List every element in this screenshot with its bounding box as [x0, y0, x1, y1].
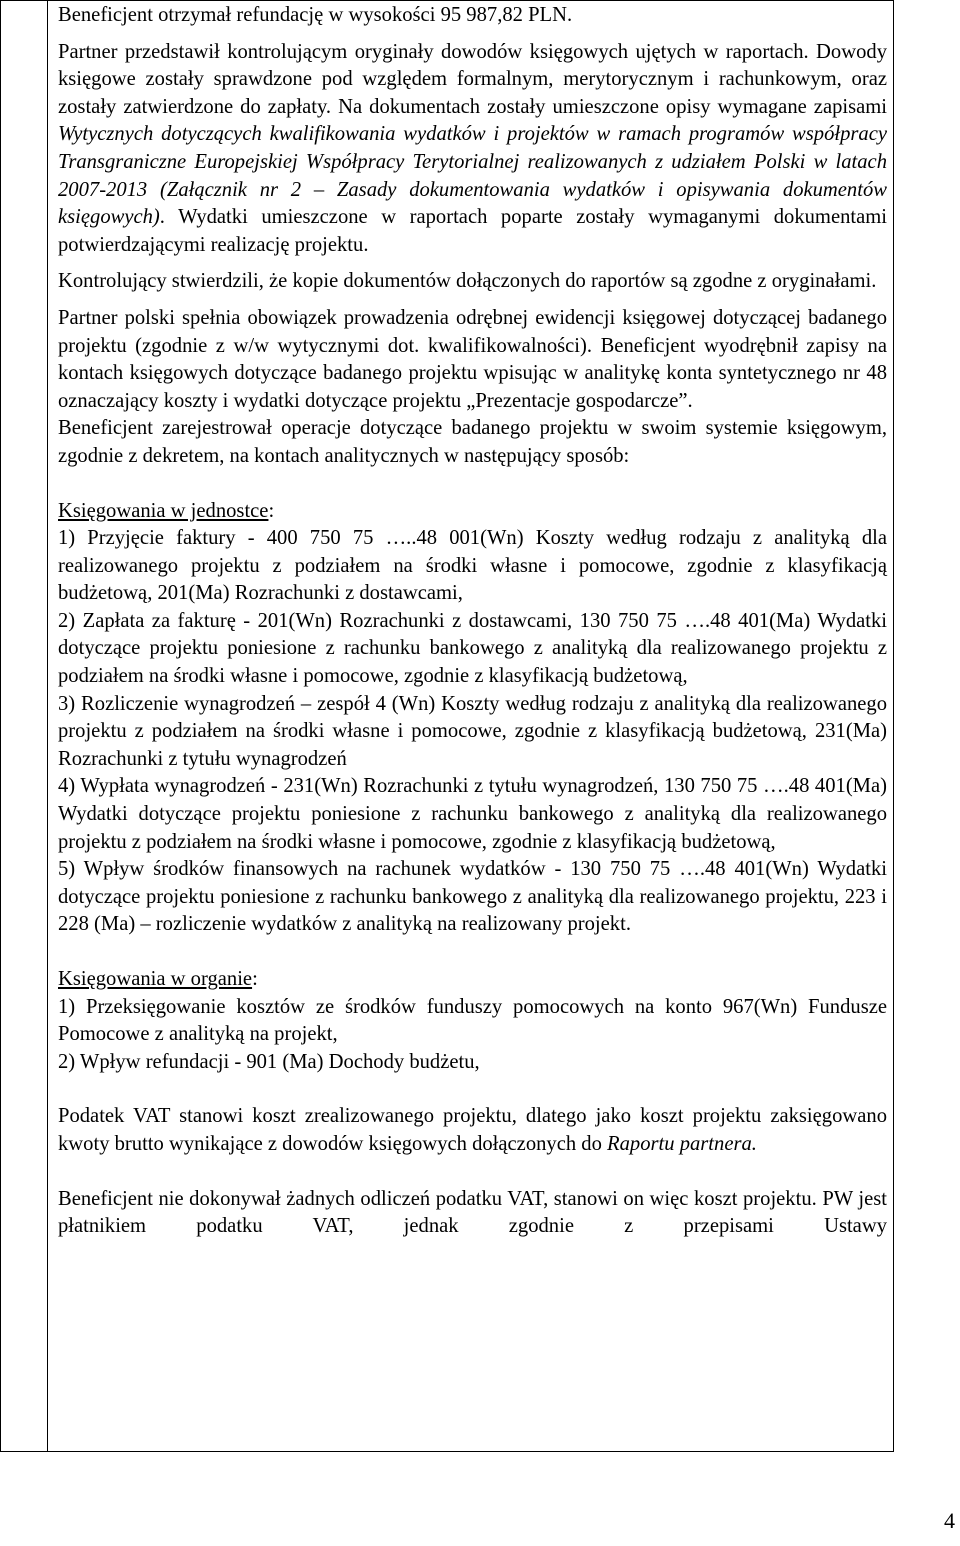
vat-paragraph — [58, 1103, 887, 1158]
unit-posting-item: 4) Wypłata wynagrodzeń - 231(Wn) Rozrachunki z tytułu wynagrodzeń, 130 750 75 ….48 401(Ma) Wydatki dotyczące projektu poniesione z rachunku bankowego z analityką dla realizowanego projektu z podziałem na środki własne i pomocowe, zgodnie z klasyfikacją budżetową, — [58, 775, 887, 853]
authority-postings-colon: : — [252, 968, 258, 990]
page-number: 4 — [944, 1508, 955, 1533]
refund-paragraph: Beneficjent otrzymał refundację w wysokości 95 987,82 PLN. — [58, 4, 573, 26]
partner-report-title: Raportu partnera. — [607, 1132, 757, 1155]
table-left-column-divider — [47, 1, 48, 1451]
unit-postings-heading: Księgowania w jednostce — [58, 499, 269, 522]
records-paragraph: Partner polski spełnia obowiązek prowadzenia odrębnej ewidencji księgowej dotyczącej badanego projektu (zgodnie z w/w wytycznymi dot. kwalifikowalności). Beneficjent wyodrębnił zapisy na kontach księgowych dotyczące badanego projektu wpisując w analitykę konta syntetycznego nr 48 oznaczający koszty i wydatki dotyczące projektu „Prezentacje gospodarcze”. — [58, 306, 887, 412]
unit-posting-item: 2) Zapłata za fakturę - 201(Wn) Rozrachunki z dostawcami, 130 750 75 ….48 401(Ma) Wydatki dotyczące projektu poniesione z rachunku bankowego z analityką dla realizowanego projektu z podziałem na środki własne i pomocowe, zgodnie z klasyfikacją budżetową, — [58, 609, 887, 688]
registration-paragraph: Beneficjent zarejestrował operacje dotyczące badanego projektu w swoim systemie księgowym, zgodnie z dekretem, na kontach analitycznych w następujący sposób: — [58, 417, 887, 467]
authority-postings-heading-line — [58, 966, 887, 994]
documents-text-a: Partner przedstawił kontrolującym oryginały dowodów księgowych ujętych w raportach. Dowody księgowe zostały sprawdzone pod względem formalnym, merytorycznym i rachunkowym, oraz zostały zatwierdzone do zapłaty. Na dokumentach zostały umieszczone opisy wymagane zapisami — [58, 40, 887, 118]
authority-posting-item: 2) Wpływ refundacji - 901 (Ma) Dochody budżetu, — [58, 1050, 480, 1073]
document-body — [58, 2, 887, 1241]
vat-text: Podatek VAT stanowi koszt zrealizowanego projektu, dlatego jako koszt projektu zaksięgowano kwoty brutto wynikające z dowodów księgowych dołączonych do — [58, 1105, 887, 1155]
copies-paragraph: Kontrolujący stwierdzili, że kopie dokumentów dołączonych do raportów są zgodne z oryginałami. — [58, 270, 877, 293]
unit-posting-item: 3) Rozliczenie wynagrodzeń – zespół 4 (Wn) Koszty według rodzaju z analityką dla realizowanego projektu z podziałem na środki własne i pomocowe, zgodnie z klasyfikacją budżetową, 231(Ma) Rozrachunki z tytułu wynagrodzeń — [58, 692, 887, 770]
authority-posting-item: 1) Przeksięgowanie kosztów ze środków funduszy pomocowych na konto 967(Wn) Fundusze Pomocowe z analityką na projekt, — [58, 995, 887, 1046]
authority-postings-heading: Księgowania w organie — [58, 968, 253, 990]
unit-posting-item: 5) Wpływ środków finansowych na rachunek wydatków - 130 750 75 ….48 401(Wn) Wydatki dotyczące projektu poniesione z rachunku bankowego z analityką dla realizowanego projektu, 223 i 228 (Ma) – rozliczenie wydatków z analityką na realizowany projekt. — [58, 858, 887, 936]
unit-postings-colon: : — [268, 499, 275, 522]
unit-posting-item: 1) Przyjęcie faktury - 400 750 75 …..48 001(Wn) Koszty według rodzaju z analityką dla realizowanego projektu z podziałem na środki własne i pomocowe, zgodnie z klasyfikacją budżetową, 201(Ma) Rozrachunki z dostawcami, — [58, 527, 887, 605]
unit-postings-heading-line — [58, 498, 887, 526]
documents-paragraph — [58, 39, 887, 260]
documents-text-c: . Wydatki umieszczone w raportach poparte zostały wymaganymi dokumentami potwierdzającymi realizację projektu. — [58, 206, 887, 256]
vat-deduction-paragraph: Beneficjent nie dokonywał żadnych odliczeń podatku VAT, stanowi on więc koszt projektu. PW jest płatnikiem podatku VAT, jednak zgodnie z przepisami Ustawy — [58, 1187, 887, 1238]
guidelines-title: Wytycznych dotyczących kwalifikowania wydatków i projektów w ramach programów współpracy Transgraniczne Europejskiej Współpracy Terytorialnej realizowanych z udziałem Polski w latach 2007-2013 (Załącznik nr 2 – Zasady dokumentowania wydatków i opisywania dokumentów księgowych) — [58, 123, 887, 229]
